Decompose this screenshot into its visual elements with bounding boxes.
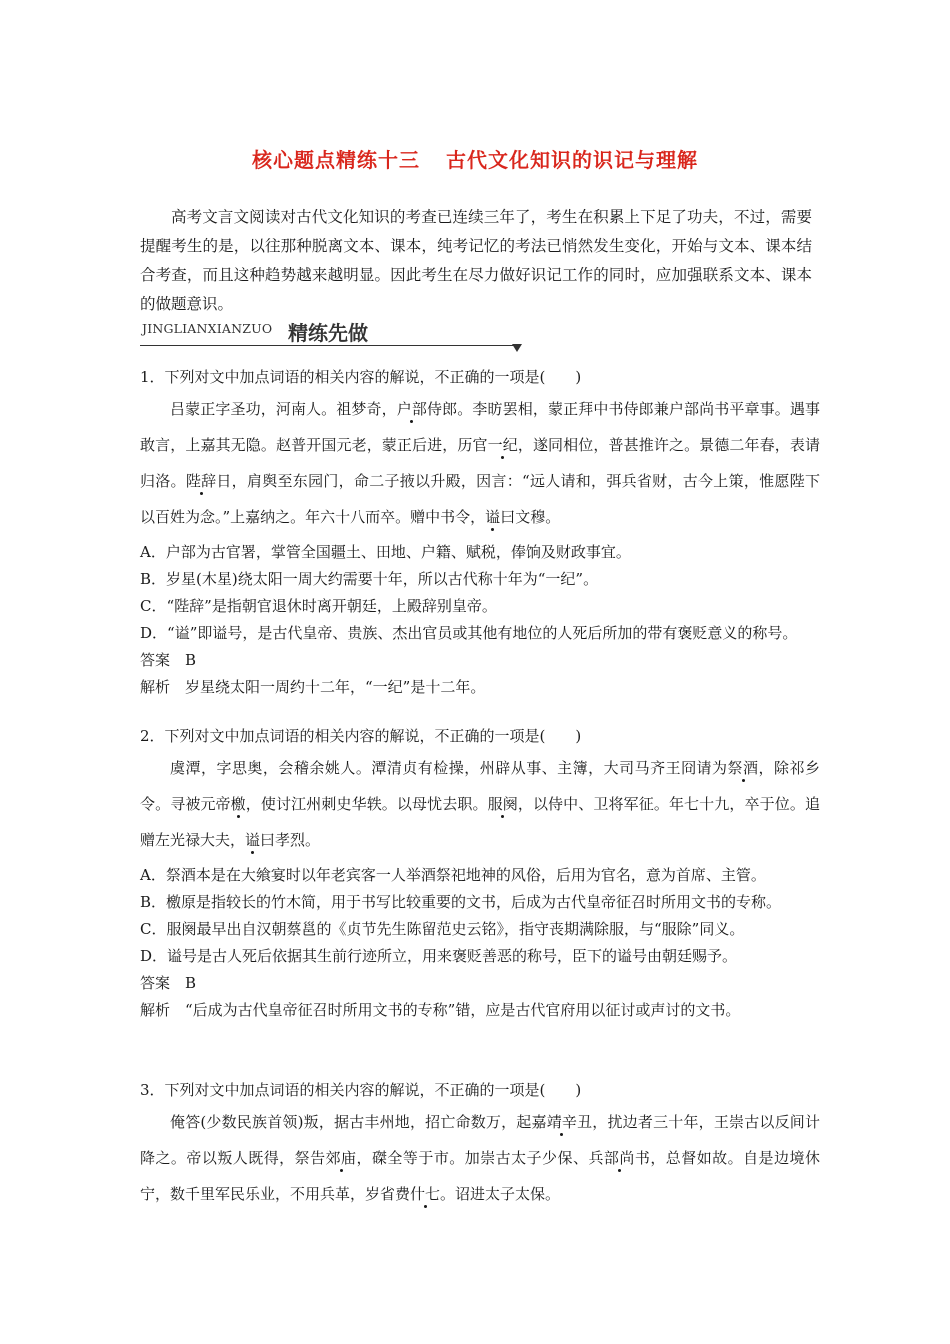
passage-text: ，扰边者三十年，王崇古以反间计降之。帝以叛人既得，祭告 bbox=[140, 1113, 820, 1167]
dotted-term: 陛辞 bbox=[185, 472, 217, 490]
dotted-term: 户部 bbox=[396, 400, 428, 418]
question-passage bbox=[140, 391, 820, 535]
passage-text: 虞潭，字思奥，会稽余姚人。潭清贞有检操，州辟从事、主簿，大司马齐王冏请为 bbox=[170, 759, 728, 777]
passage-text: 。诏进太子太保。 bbox=[440, 1185, 561, 1203]
question-stem: 1．下列对文中加点词语的相关内容的解说，不正确的一项是( ) bbox=[140, 368, 582, 386]
question-stem: 3．下列对文中加点词语的相关内容的解说，不正确的一项是( ) bbox=[140, 1081, 582, 1099]
intro-text: 高考文言文阅读对古代文化知识的考查已连续三年了，考生在积累上下足了功夫，不过，需要提醒考生的是，以往那种脱离文本、课本，纯考记忆的考法已悄然发生变化，开始与文本、课本结合考查，而且这种趋势越来越明显。因此考生在尽力做好识记工作的同时，应加强联系文本、课本的做题意识。 bbox=[140, 208, 812, 313]
dotted-term: 一纪 bbox=[487, 436, 518, 454]
passage-text: ，使讨江州刺史华轶。以母忧去职。 bbox=[245, 795, 488, 813]
passage-text: 俺答(少数民族首领)叛，据古丰州地，招亡命数万，起 bbox=[170, 1113, 532, 1131]
dotted-term: 兵部尚书 bbox=[588, 1149, 651, 1167]
passage-text: ，总督如故。自是边境休宁，数千里军民乐业，不用兵革，岁省费 bbox=[140, 1149, 820, 1203]
dotted-term: 谥 bbox=[485, 508, 501, 526]
title-part-1: 核心题点精练十三 bbox=[252, 148, 420, 172]
option-c: C．服阕最早出自汉朝蔡邕的《贞节先生陈留范史云铭》，指守丧期满除服，与“服除”同义。 bbox=[140, 920, 745, 938]
passage-text: ，遂同相位，普甚推许之。景德二年春，表请归洛。 bbox=[140, 436, 820, 490]
answer: 答案 B bbox=[140, 974, 197, 992]
dotted-term: 郊庙 bbox=[325, 1149, 357, 1167]
passage-text: 日，肩舆至东园门，命二子掖以升殿，因言：“远人请和，弭兵省财，古今上策，惟愿陛下以百姓为念。”上嘉纳之。年六十八而卒。赠中书令， bbox=[140, 472, 820, 526]
question-passage bbox=[140, 1104, 820, 1212]
passage-text: 侍郎。李昉罢相，蒙正拜中书侍郎兼户部尚书平章事。遇事敢言，上嘉其无隐。赵普开国元老，蒙正后进，历官 bbox=[140, 400, 820, 454]
passage-text: ，磔全等于市。加崇古太子少保、 bbox=[356, 1149, 589, 1167]
dotted-term: 祭酒 bbox=[727, 759, 759, 777]
passage-text: 曰孝烈。 bbox=[260, 831, 321, 849]
dotted-term: 什七 bbox=[410, 1185, 441, 1203]
banner-pinyin: JINGLIANXIANZUO bbox=[142, 321, 273, 336]
banner-heading: 精练先做 bbox=[288, 321, 368, 345]
analysis: 解析 岁星绕太阳一周约十二年，“一纪”是十二年。 bbox=[140, 678, 486, 696]
option-a: A．祭酒本是在大飨宴时以年老宾客一人举酒祭祀地神的风俗，后用为官名，意为首席、主管。 bbox=[140, 866, 766, 884]
dotted-term: 嘉靖辛丑 bbox=[531, 1113, 593, 1131]
option-d: D．“谥”即谥号，是古代皇帝、贵族、杰出官员或其他有地位的人死后所加的带有褒贬意义的称号。 bbox=[140, 624, 798, 642]
page-title bbox=[0, 144, 950, 173]
banner-rule bbox=[140, 345, 516, 346]
option-b: B．岁星(木星)绕太阳一周大约需要十年，所以古代称十年为“一纪”。 bbox=[140, 570, 599, 588]
option-d: D．谥号是古人死后依据其生前行迹所立，用来褒贬善恶的称号，臣下的谥号由朝廷赐予。 bbox=[140, 947, 738, 965]
option-b: B．檄原是指较长的竹木简，用于书写比较重要的文书，后成为古代皇帝征召时所用文书的专称。 bbox=[140, 893, 782, 911]
title-part-2: 古代文化知识的识记与理解 bbox=[446, 148, 698, 172]
question-stem: 2．下列对文中加点词语的相关内容的解说，不正确的一项是( ) bbox=[140, 727, 582, 745]
dotted-term: 谥 bbox=[245, 831, 261, 849]
option-c: C．“陛辞”是指朝官退休时离开朝廷，上殿辞别皇帝。 bbox=[140, 597, 497, 615]
question-passage bbox=[140, 750, 820, 858]
option-a: A．户部为古官署，掌管全国疆土、田地、户籍、赋税，俸饷及财政事宜。 bbox=[140, 543, 631, 561]
passage-text: 曰文穆。 bbox=[500, 508, 561, 526]
intro-paragraph bbox=[140, 203, 812, 319]
section-banner bbox=[140, 317, 522, 353]
dotted-term: 服阕 bbox=[487, 795, 518, 813]
question-2 bbox=[140, 722, 820, 1024]
passage-text: ，除祁乡令。寻被元帝 bbox=[140, 759, 820, 813]
question-3 bbox=[140, 1076, 820, 1212]
answer: 答案 B bbox=[140, 651, 197, 669]
analysis: 解析 “后成为古代皇帝征召时所用文书的专称”错，应是古代官府用以征讨或声讨的文书。 bbox=[140, 1001, 741, 1019]
passage-text: ，以侍中、卫将军征。年七十九，卒于位。追赠左光禄大夫， bbox=[140, 795, 820, 849]
passage-text: 吕蒙正字圣功，河南人。祖梦奇， bbox=[170, 400, 397, 418]
banner-arrow-icon bbox=[512, 344, 522, 352]
dotted-term: 檄 bbox=[230, 795, 246, 813]
question-1 bbox=[140, 363, 820, 701]
